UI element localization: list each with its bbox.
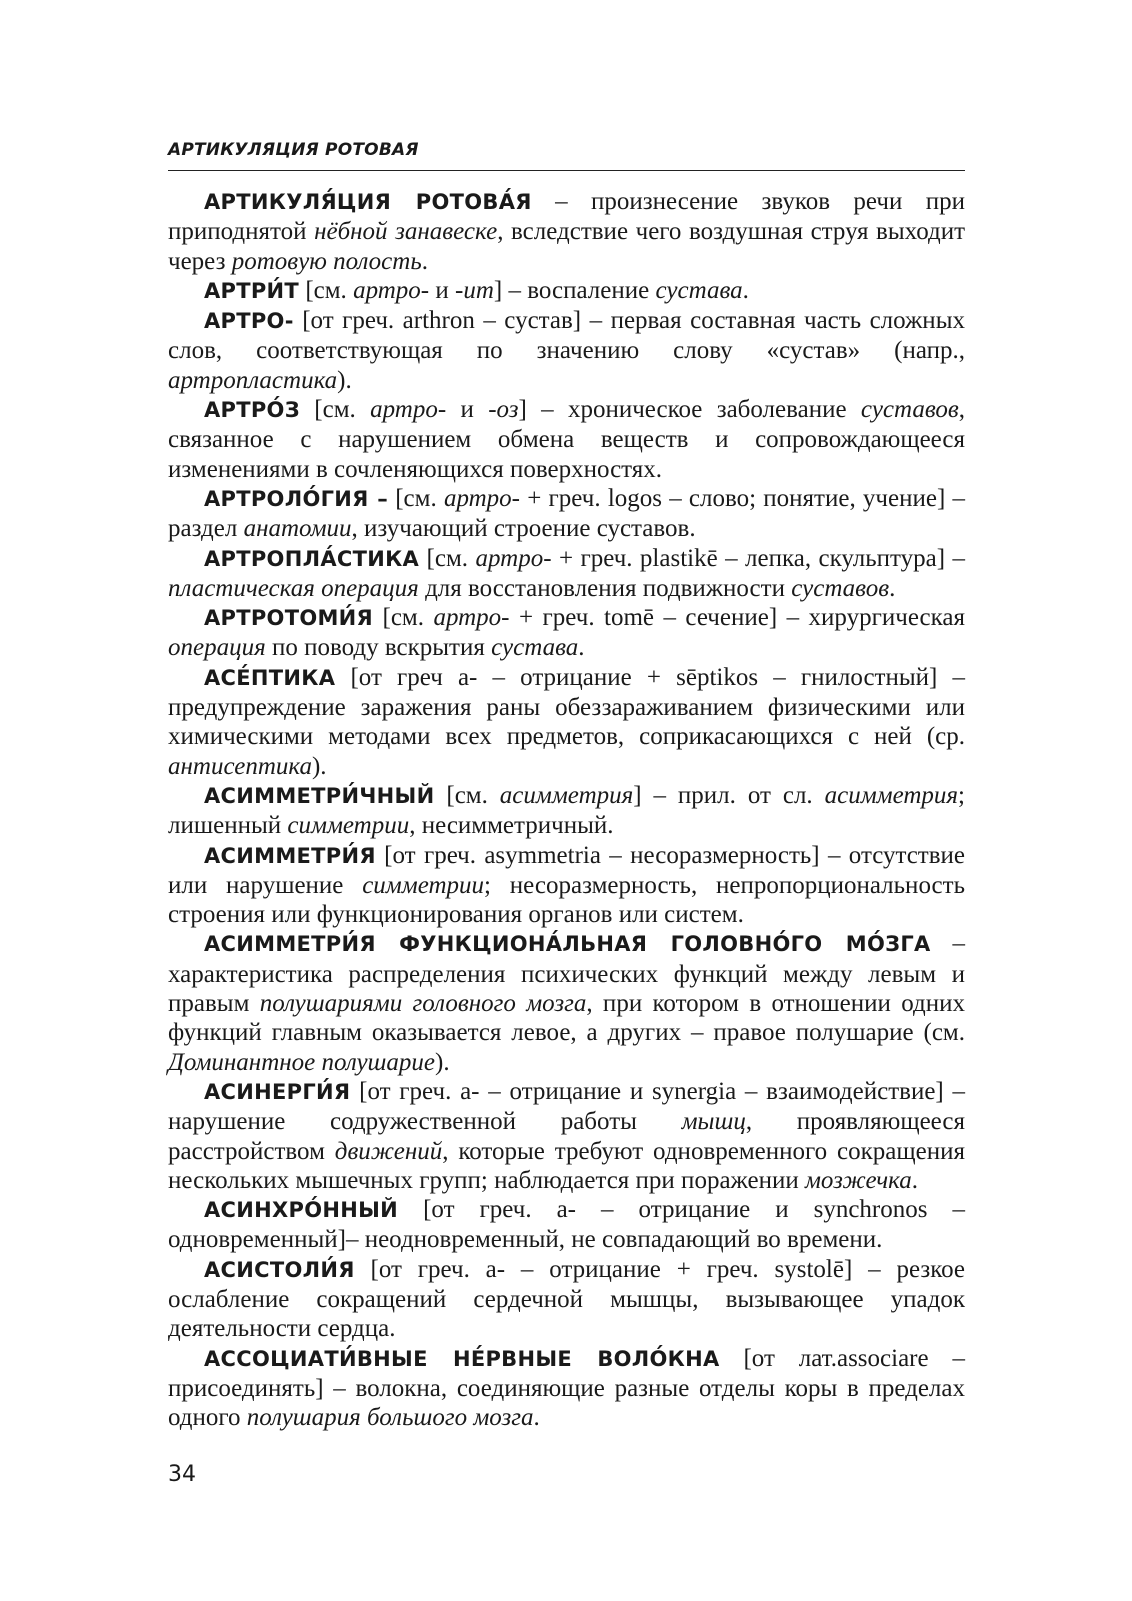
entry-definition-text: , связанное с нарушением обмена веществ и сопровождающееся изменениями в сочленяющихся поверхностях. [168, 396, 965, 483]
entry-cross-reference: -оз [488, 396, 519, 424]
entry-cross-reference: асимметрия [824, 781, 959, 809]
entry-cross-reference: движений [334, 1137, 443, 1165]
dictionary-entry [168, 484, 965, 544]
dictionary-entry [168, 1077, 965, 1195]
entry-headword: АРТИКУЛЯ́ЦИЯ РОТОВА́Я [204, 190, 532, 214]
dictionary-entry [168, 306, 965, 395]
dictionary-entry [168, 1344, 965, 1433]
entry-cross-reference: мозжечка [804, 1166, 912, 1194]
running-header: АРТИКУЛЯЦИЯ РОТОВАЯ [168, 140, 419, 160]
entry-definition-text: [от греч. asymmetria – несоразмерность] – отсутствие или нарушение [168, 841, 965, 899]
entry-definition-text: ; несоразмерность, непропорциональность строения или функционирования органов или систем. [168, 871, 965, 929]
entry-definition-text: . [533, 1404, 540, 1432]
entry-headword: АРТРИ́Т [204, 278, 300, 303]
entry-cross-reference: антисептика [168, 752, 312, 780]
entry-definition-text: [от греч а- – отрицание + sēptikos – гнилостный] – предупреждение заражения раны обеззараживанием физическими или химическими методами всех предметов, соприкасающихся с ней (ср. [168, 663, 965, 751]
entry-cross-reference: сустава [655, 276, 743, 304]
entry-headword: АРТРО- [204, 309, 294, 334]
entry-cross-reference: -ит [455, 276, 494, 304]
entry-definition-text: ). [435, 1048, 450, 1076]
entry-cross-reference: сустава [491, 634, 579, 662]
entry-cross-reference: симметрии [287, 812, 410, 840]
entry-cross-reference: операция [168, 634, 266, 662]
dictionary-entry [168, 781, 965, 841]
entry-definition-text: ). [337, 366, 352, 394]
entry-cross-reference: нёбной занавеске [314, 218, 498, 246]
entry-definition-text: – характеристика распределения психических функций между левым и правым [168, 930, 965, 1018]
entry-definition-text: и [429, 276, 456, 304]
dictionary-entry [168, 1255, 965, 1344]
entry-definition-text: [см. [299, 276, 354, 304]
entry-definition-text: ] – воспаление [493, 276, 656, 304]
entry-headword: АРТРОТОМИ́Я [204, 606, 374, 631]
entry-definition-text: . [578, 634, 585, 662]
entry-definition-text: [см. [373, 604, 434, 632]
entry-headword: АСИММЕТРИ́Я [204, 843, 376, 868]
entry-cross-reference: мышц [681, 1108, 746, 1136]
entry-definition-text: [см. [299, 396, 371, 424]
entry-headword: АСЕ́ПТИКА [204, 665, 336, 690]
entry-definition-text: . [742, 276, 749, 304]
dictionary-entry [168, 841, 965, 930]
entry-definition-text: , проявляющееся расстройством [168, 1108, 965, 1165]
entry-cross-reference: полушариями головного мозга [259, 990, 587, 1018]
entry-definition-text: , которые требуют одновременного сокращения нескольких мышечных групп; наблюдается при поражении [168, 1137, 965, 1194]
dictionary-entry [168, 187, 965, 276]
entry-definition-text: [см. [419, 544, 476, 572]
entry-definition-text: по поводу вскрытия [265, 634, 492, 662]
entry-definition-text: ; лишенный [168, 781, 965, 840]
entry-cross-reference: артро- [433, 604, 510, 632]
dictionary-entry [168, 395, 965, 484]
entry-cross-reference: анатомии [243, 515, 352, 543]
entry-headword: АСИСТОЛИ́Я [204, 1257, 355, 1282]
entry-definition-text: , несимметричный. [409, 812, 614, 840]
entry-headword: АРТРО́З [204, 398, 300, 423]
entry-definition-text: + греч. logos – слово; понятие, учение] – раздел [168, 484, 965, 543]
entry-definition-text: [от греч. а- – отрицание и synergia – взаимодействие] – нарушение содружественной работы [168, 1077, 965, 1136]
entry-definition-text: [от греч. arthron – сустав] – первая составная часть сложных слов, соответствующая по значению слову «сустав» (напр., [168, 307, 965, 365]
entry-headword: АРТРОПЛА́СТИКА [204, 546, 420, 571]
entry-definition-text: [от греч. а- – отрицание + греч. systolē] – резкое ослабление сокращений сердечной мышцы, вызывающее упадок деятельности сердца. [168, 1255, 965, 1343]
entry-definition-text: , вследствие чего воздушная струя выходит через [168, 218, 965, 275]
entry-cross-reference: Доминантное полушарие [168, 1048, 436, 1076]
dictionary-entry [168, 276, 965, 306]
entry-definition-text: ] – прил. от сл. [633, 781, 825, 809]
entry-cross-reference: симметрии [362, 871, 485, 899]
entry-definition-text: , изучающий строение суставов. [351, 515, 696, 543]
dictionary-entry [168, 929, 965, 1076]
entry-definition-text: [от греч. а- – отрицание и synchronos – одновременный]– неодновременный, не совпадающий во времени. [168, 1196, 965, 1254]
entry-cross-reference: артро- [370, 396, 447, 424]
entry-headword: АССОЦИАТИ́ВНЫЕ НЕ́РВНЫЕ ВОЛО́КНА [204, 1346, 720, 1371]
entry-cross-reference: артро- [353, 276, 430, 304]
header-rule [168, 170, 965, 171]
entry-definition-text: + греч. tomē – сечение] – хирургическая [509, 604, 965, 632]
entry-definition-text: + греч. plastikē – лепка, скульптура] – [551, 544, 965, 572]
entry-cross-reference: артропластика [168, 366, 338, 394]
entry-cross-reference: полушария большого мозга [246, 1404, 534, 1432]
entry-definition-text: . [421, 247, 428, 275]
entry-headword: АСИММЕТРИ́Я ФУНКЦИОНА́ЛЬНАЯ ГОЛОВНО́ГО МО́ЗГА [204, 932, 931, 957]
entry-cross-reference: артро- [443, 484, 521, 512]
entry-definition-text: для восстановления подвижности [418, 574, 792, 602]
entry-definition-text: [от лат.associare – присоединять] – волокна, соединяющие разные отделы коры в пределах одного [168, 1344, 965, 1432]
entry-definition-text: . [911, 1166, 918, 1194]
entry-definition-text: [см. [388, 484, 444, 512]
entry-cross-reference: пластическая операция [168, 574, 419, 602]
entry-definition-text: [см. [434, 781, 500, 809]
entry-definition-text: . [889, 574, 896, 602]
dictionary-entry [168, 544, 965, 604]
entry-cross-reference: асимметрия [499, 781, 634, 809]
dictionary-entry [168, 663, 965, 781]
entry-headword: АРТРОЛО́ГИЯ – [204, 486, 389, 511]
entry-definition-text: и [446, 396, 489, 424]
entry-definition-text: – произнесение звуков речи при приподнятой [168, 188, 965, 246]
dictionary-entry [168, 1195, 965, 1255]
entry-definition-text: ). [311, 752, 327, 780]
entry-definition-text: ] – хроническое заболевание [518, 396, 861, 424]
entry-cross-reference: ротовую полость [231, 247, 422, 275]
entry-headword: АСИММЕТРИ́ЧНЫЙ [204, 783, 435, 808]
entry-cross-reference: суставов [860, 396, 959, 424]
page-number: 34 [168, 1462, 196, 1487]
entry-headword: АСИНЕРГИ́Я [204, 1079, 351, 1104]
entries-list [168, 187, 965, 1432]
entry-definition-text: , при котором в отношении одних функций главным оказывается левое, а других – правое полушарие (см. [168, 990, 965, 1047]
entry-cross-reference: артро- [475, 544, 552, 572]
dictionary-entry [168, 603, 965, 663]
entry-headword: АСИНХРО́ННЫЙ [204, 1198, 399, 1223]
entry-cross-reference: суставов [791, 574, 890, 602]
